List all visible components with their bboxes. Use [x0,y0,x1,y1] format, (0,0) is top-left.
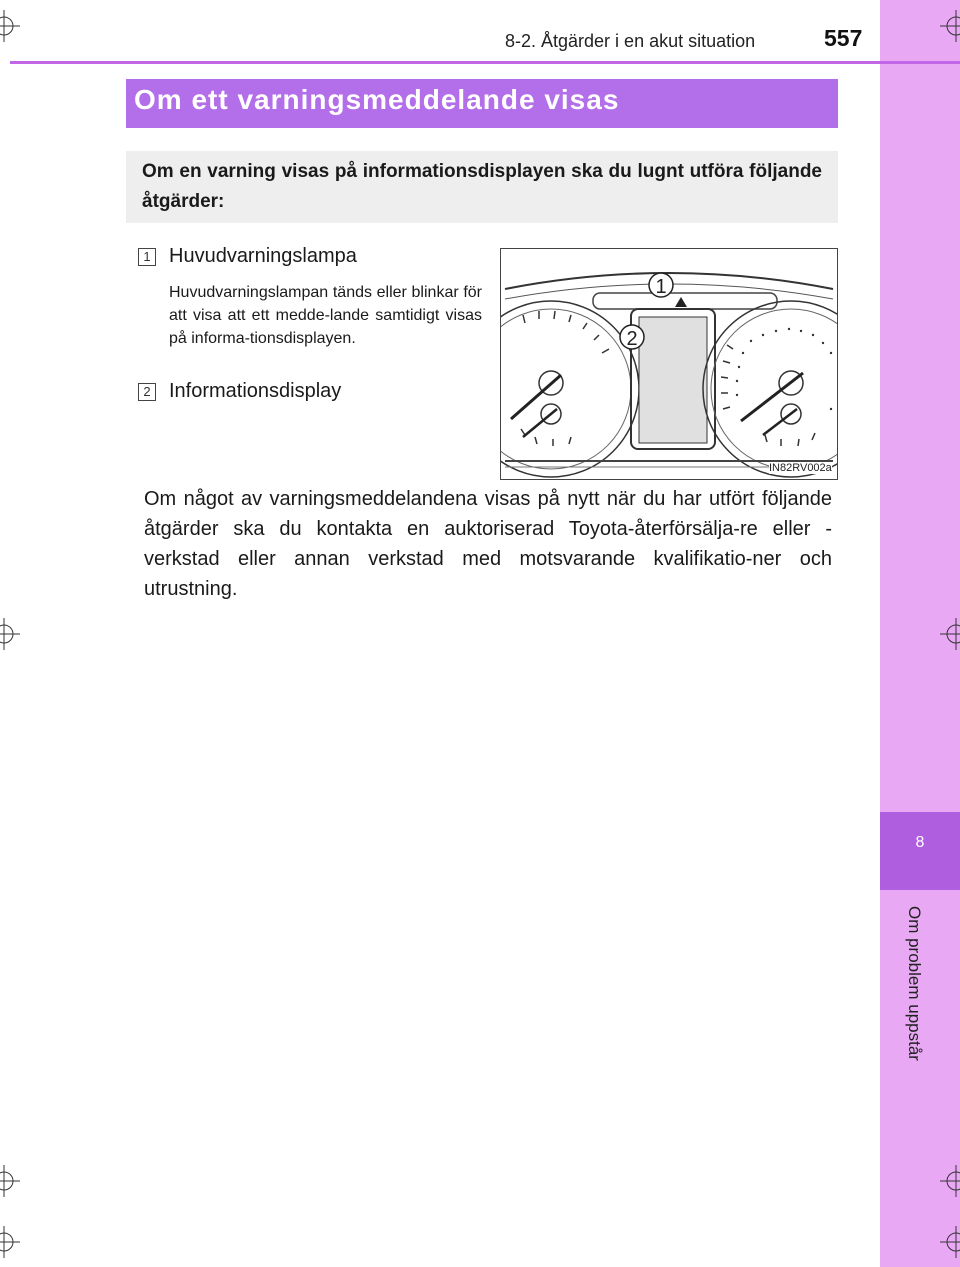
callout-2-label: 2 [626,328,638,350]
registration-mark-icon [0,618,20,650]
registration-mark-icon [940,618,960,650]
item-title-info-display: Informationsdisplay [169,380,342,402]
registration-mark-icon [940,1226,960,1258]
registration-mark-icon [0,1226,20,1258]
body-paragraph: Om något av varningsmeddelandena visas på nytt när du har utfört följande åtgärder ska du kontakta en auktoriserad Toyota-återförsälja-re eller -verkstad eller annan verkstad med motsvarande kvalifikatio-ner och utrustning. [144,488,832,600]
item-description-warning-light: Huvudvarningslampan tänds eller blinkar för att visa att ett medde-lande samtidigt visas på informa-tionsdisplayen. [169,284,482,347]
section-label: 8-2. Åtgärder i en akut situation [505,31,756,51]
page-number: 557 [824,25,863,51]
header-rule [10,61,960,64]
page-title: Om ett varningsmeddelande visas [134,84,620,115]
callout-2-marker [620,325,644,350]
instrument-cluster-illustration [501,249,837,479]
registration-mark-icon [940,10,960,42]
callout-1-label: 1 [655,276,667,298]
item-number-badge: 2 [138,383,156,401]
item-number-badge: 1 [138,248,156,266]
instrument-cluster-figure [500,248,838,480]
callout-1-marker [649,273,673,298]
intro-box [126,151,838,223]
figure-code: IN82RV002a [769,462,832,474]
warning-triangle-icon [675,297,687,307]
registration-mark-icon [940,1165,960,1197]
chapter-number: 8 [915,834,925,851]
registration-mark-icon [0,1165,20,1197]
item-title-warning-light: Huvudvarningslampa [169,245,357,267]
intro-text: Om en varning visas på informationsdisplayen ska du lugnt utföra följande åtgärder: [142,161,822,212]
registration-mark-icon [0,10,20,42]
chapter-label: Om problem uppstår [905,906,924,1061]
